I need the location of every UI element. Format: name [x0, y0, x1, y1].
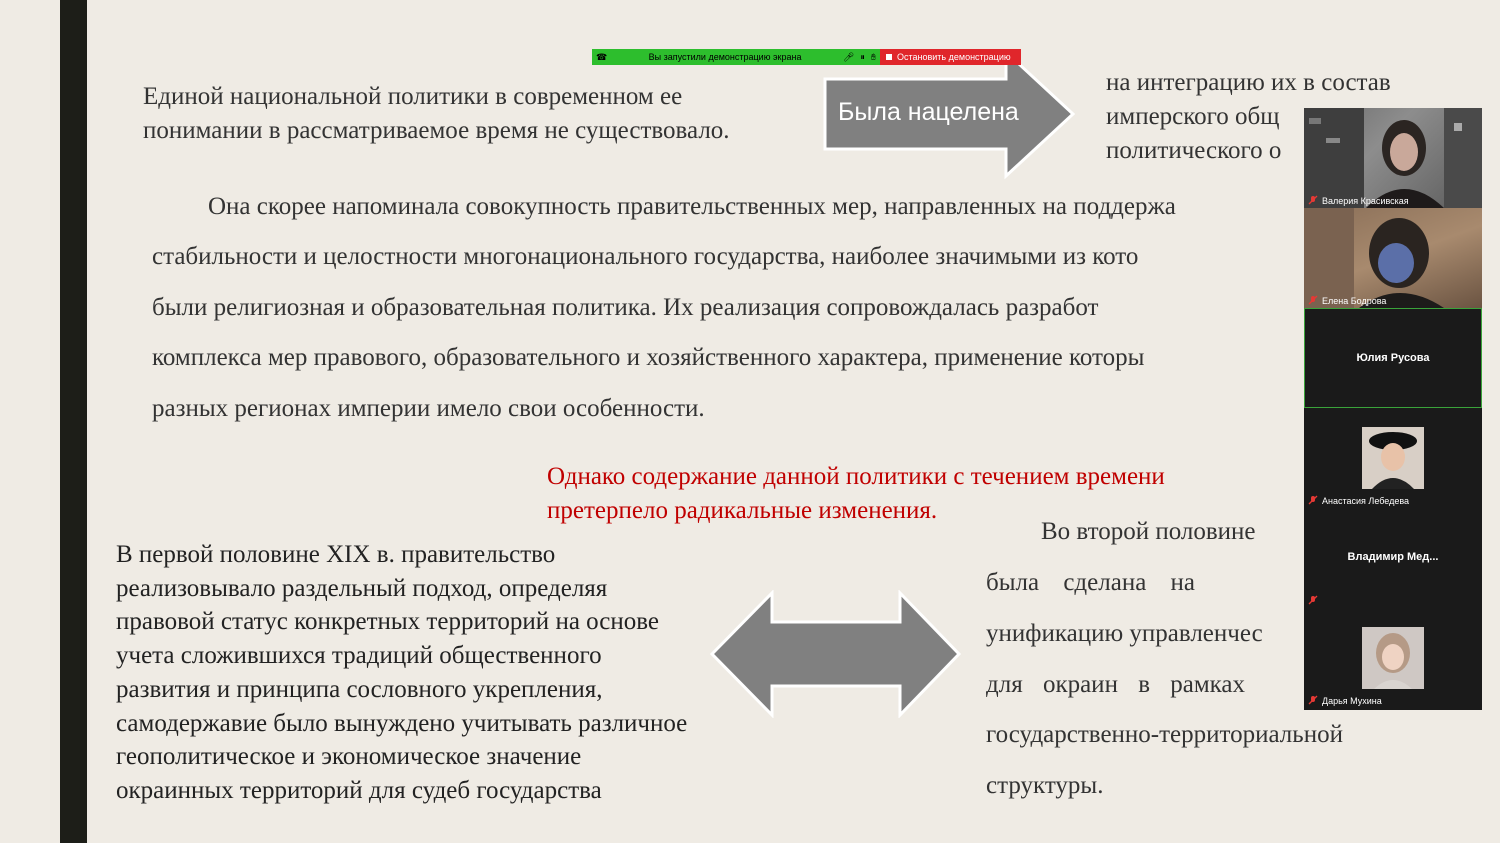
double-arrow-shape: [708, 590, 963, 718]
avatar: [1362, 627, 1424, 689]
br-line-6: структуры.: [986, 772, 1104, 799]
phone-icon[interactable]: ☎: [596, 51, 608, 62]
slide-paragraph-first-half: [116, 538, 687, 808]
muted-mic-icon: [1308, 595, 1318, 605]
main-line-5: разных регионах империи имело свои особенности.: [152, 395, 705, 422]
text-line: развития и принципа сословного укрепления,: [116, 675, 603, 703]
text-line: на интеграцию их в состав: [1106, 69, 1391, 96]
muted-mic-icon: [1308, 495, 1318, 505]
participant-tile[interactable]: [1304, 208, 1482, 308]
participant-name: Валерия Красивская: [1322, 196, 1409, 206]
text-line: имперского общ: [1106, 103, 1280, 130]
muted-mic-icon: [1308, 295, 1318, 305]
text-line: претерпело радикальные изменения.: [547, 497, 938, 524]
text-line: политического о: [1106, 137, 1282, 164]
participant-name: Елена Бодрова: [1322, 296, 1387, 306]
arrow-label: Была нацелена: [838, 98, 1019, 126]
slide-paragraph-intro: [143, 80, 730, 148]
participant-name: Юлия Русова: [1356, 352, 1430, 364]
participant-tile[interactable]: [1304, 508, 1482, 608]
share-status-text: Вы запустили демонстрацию экрана: [648, 52, 802, 62]
participant-tile[interactable]: [1304, 108, 1482, 208]
participant-name: Анастасия Лебедева: [1322, 496, 1410, 506]
text-line: реализовывало раздельный подход, определяя: [116, 574, 608, 602]
stop-share-button[interactable]: [880, 49, 1021, 65]
br-line-2: была сделана на: [986, 569, 1196, 596]
text-line: окраинных территорий для судеб государства: [116, 776, 602, 804]
pause-icon[interactable]: ⏸︎: [860, 51, 865, 62]
hand-icon[interactable]: ✋︎: [870, 51, 876, 62]
br-line-4: для окраин в рамках: [986, 671, 1246, 698]
stop-icon: [886, 54, 892, 60]
text-line: Единой национальной политики в современном ее: [143, 83, 683, 110]
br-line-1: Во второй половине: [1041, 518, 1256, 545]
main-line-3: были религиозная и образовательная политика. Их реализация сопровождалась разработ: [152, 294, 1099, 321]
br-line-3: унификацию управленчес: [986, 620, 1263, 647]
participant-tile-active[interactable]: [1304, 308, 1482, 408]
participant-tile[interactable]: [1304, 608, 1482, 708]
main-line-1: Она скорее напоминала совокупность правительственных мер, направленных на поддержа: [208, 193, 1176, 220]
avatar: [1362, 427, 1424, 489]
video-feed: [1304, 208, 1482, 308]
video-feed: [1304, 108, 1482, 208]
share-status-area: [592, 49, 880, 65]
muted-mic-icon: [1308, 695, 1318, 705]
text-line: В первой половине XIX в. правительство: [116, 541, 556, 568]
stop-share-label: Остановить демонстрацию: [897, 52, 1011, 62]
participant-name: Дарья Мухина: [1322, 696, 1382, 706]
slide-left-bar: [60, 0, 87, 843]
mic-icon[interactable]: 🎤︎: [842, 51, 855, 62]
screen-share-bar: [592, 49, 1021, 65]
participant-name: Владимир Мед...: [1347, 551, 1439, 563]
text-line: учета сложившихся традиций общественного: [116, 642, 602, 670]
text-line: Однако содержание данной политики с течением времени: [547, 463, 1165, 490]
br-line-5: государственно-территориальной: [986, 721, 1343, 748]
participant-tile[interactable]: [1304, 408, 1482, 508]
text-line: правовой статус конкретных территорий на основе: [116, 608, 660, 636]
main-line-4: комплекса мер правового, образовательного и хозяйственного характера, применение которы: [152, 344, 1145, 371]
text-line: геополитическое и экономическое значение: [116, 743, 582, 771]
muted-mic-icon: [1308, 195, 1318, 205]
participants-video-panel[interactable]: [1304, 108, 1482, 710]
text-line: самодержавие было вынуждено учитывать различное: [116, 709, 688, 737]
text-line: понимании в рассматриваемое время не существовало.: [143, 117, 730, 144]
main-line-2: стабильности и целостности многонационального государства, наиболее значимыми из кото: [152, 243, 1139, 270]
